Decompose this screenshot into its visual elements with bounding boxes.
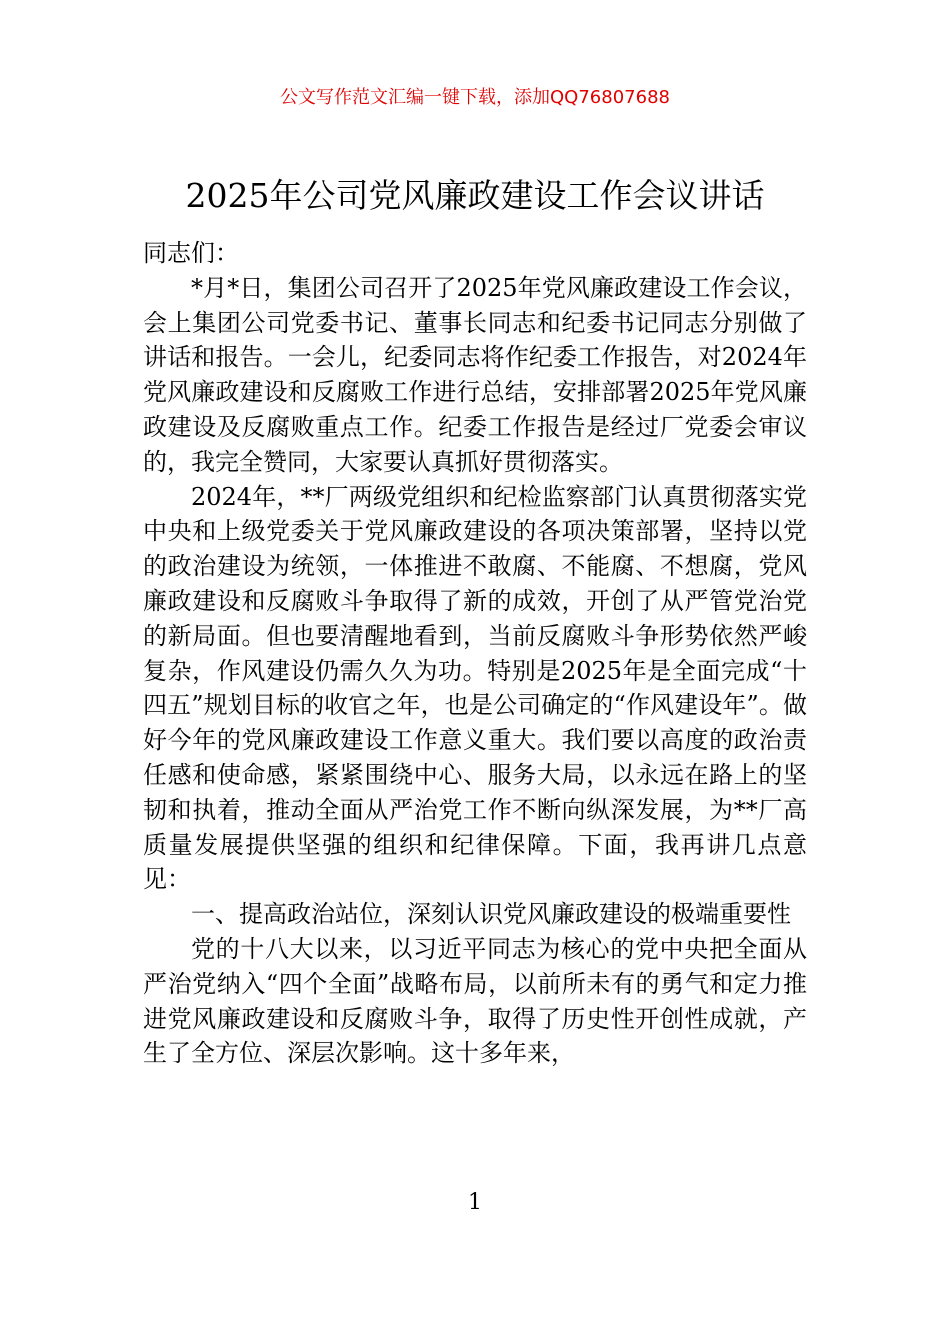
document-title: 2025年公司党风廉政建设工作会议讲话 [185, 176, 765, 215]
paragraph-review: 2024年，**厂两级党组织和纪检监察部门认真贯彻落实党中央和上级党委关于党风廉政建设的各项决策部署，坚持以党的政治建设为统领，一体推进不敢腐、不能腐、不想腐，党风廉政建设和反腐败斗争取得了新的成效，开创了从严管党治党的新局面。但也要清醒地看到，当前反腐败斗争形势依然严峻复杂，作风建设仍需久久为功。特别是2025年是全面完成“十四五”规划目标的收官之年，也是公司确定的“作风建设年”。做好今年的党风廉政建设工作意义重大。我们要以高度的政治责任感和使命感，紧紧围绕中心、服务大局，以永远在路上的坚韧和执着，推动全面从严治党工作不断向纵深发展，为**厂高质量发展提供坚强的组织和纪律保障。下面，我再讲几点意见： [143, 482, 807, 894]
page-number: 1 [468, 1190, 482, 1215]
watermark-banner: 公文写作范文汇编一键下载，添加QQ76807688 [280, 87, 670, 108]
paragraph-intro: *月*日，集团公司召开了2025年党风廉政建设工作会议，会上集团公司党委书记、董事长同志和纪委书记同志分别做了讲话和报告。一会儿，纪委同志将作纪委工作报告，对2024年党风廉政建设和反腐败工作进行总结，安排部署2025年党风廉政建设及反腐败重点工作。纪委工作报告是经过厂党委会审议的，我完全赞同，大家要认真抓好贯彻落实。 [143, 273, 807, 476]
paragraph-section-1: 党的十八大以来，以习近平同志为核心的党中央把全面从严治党纳入“四个全面”战略布局，以前所未有的勇气和定力推进党风廉政建设和反腐败斗争，取得了历史性开创性成就，产生了全方位、深层次影响。这十多年来， [143, 934, 807, 1068]
document-body [143, 236, 807, 1071]
salutation: 同志们： [143, 239, 239, 267]
section-heading-1: 一、提高政治站位，深刻认识党风廉政建设的极端重要性 [191, 900, 791, 929]
